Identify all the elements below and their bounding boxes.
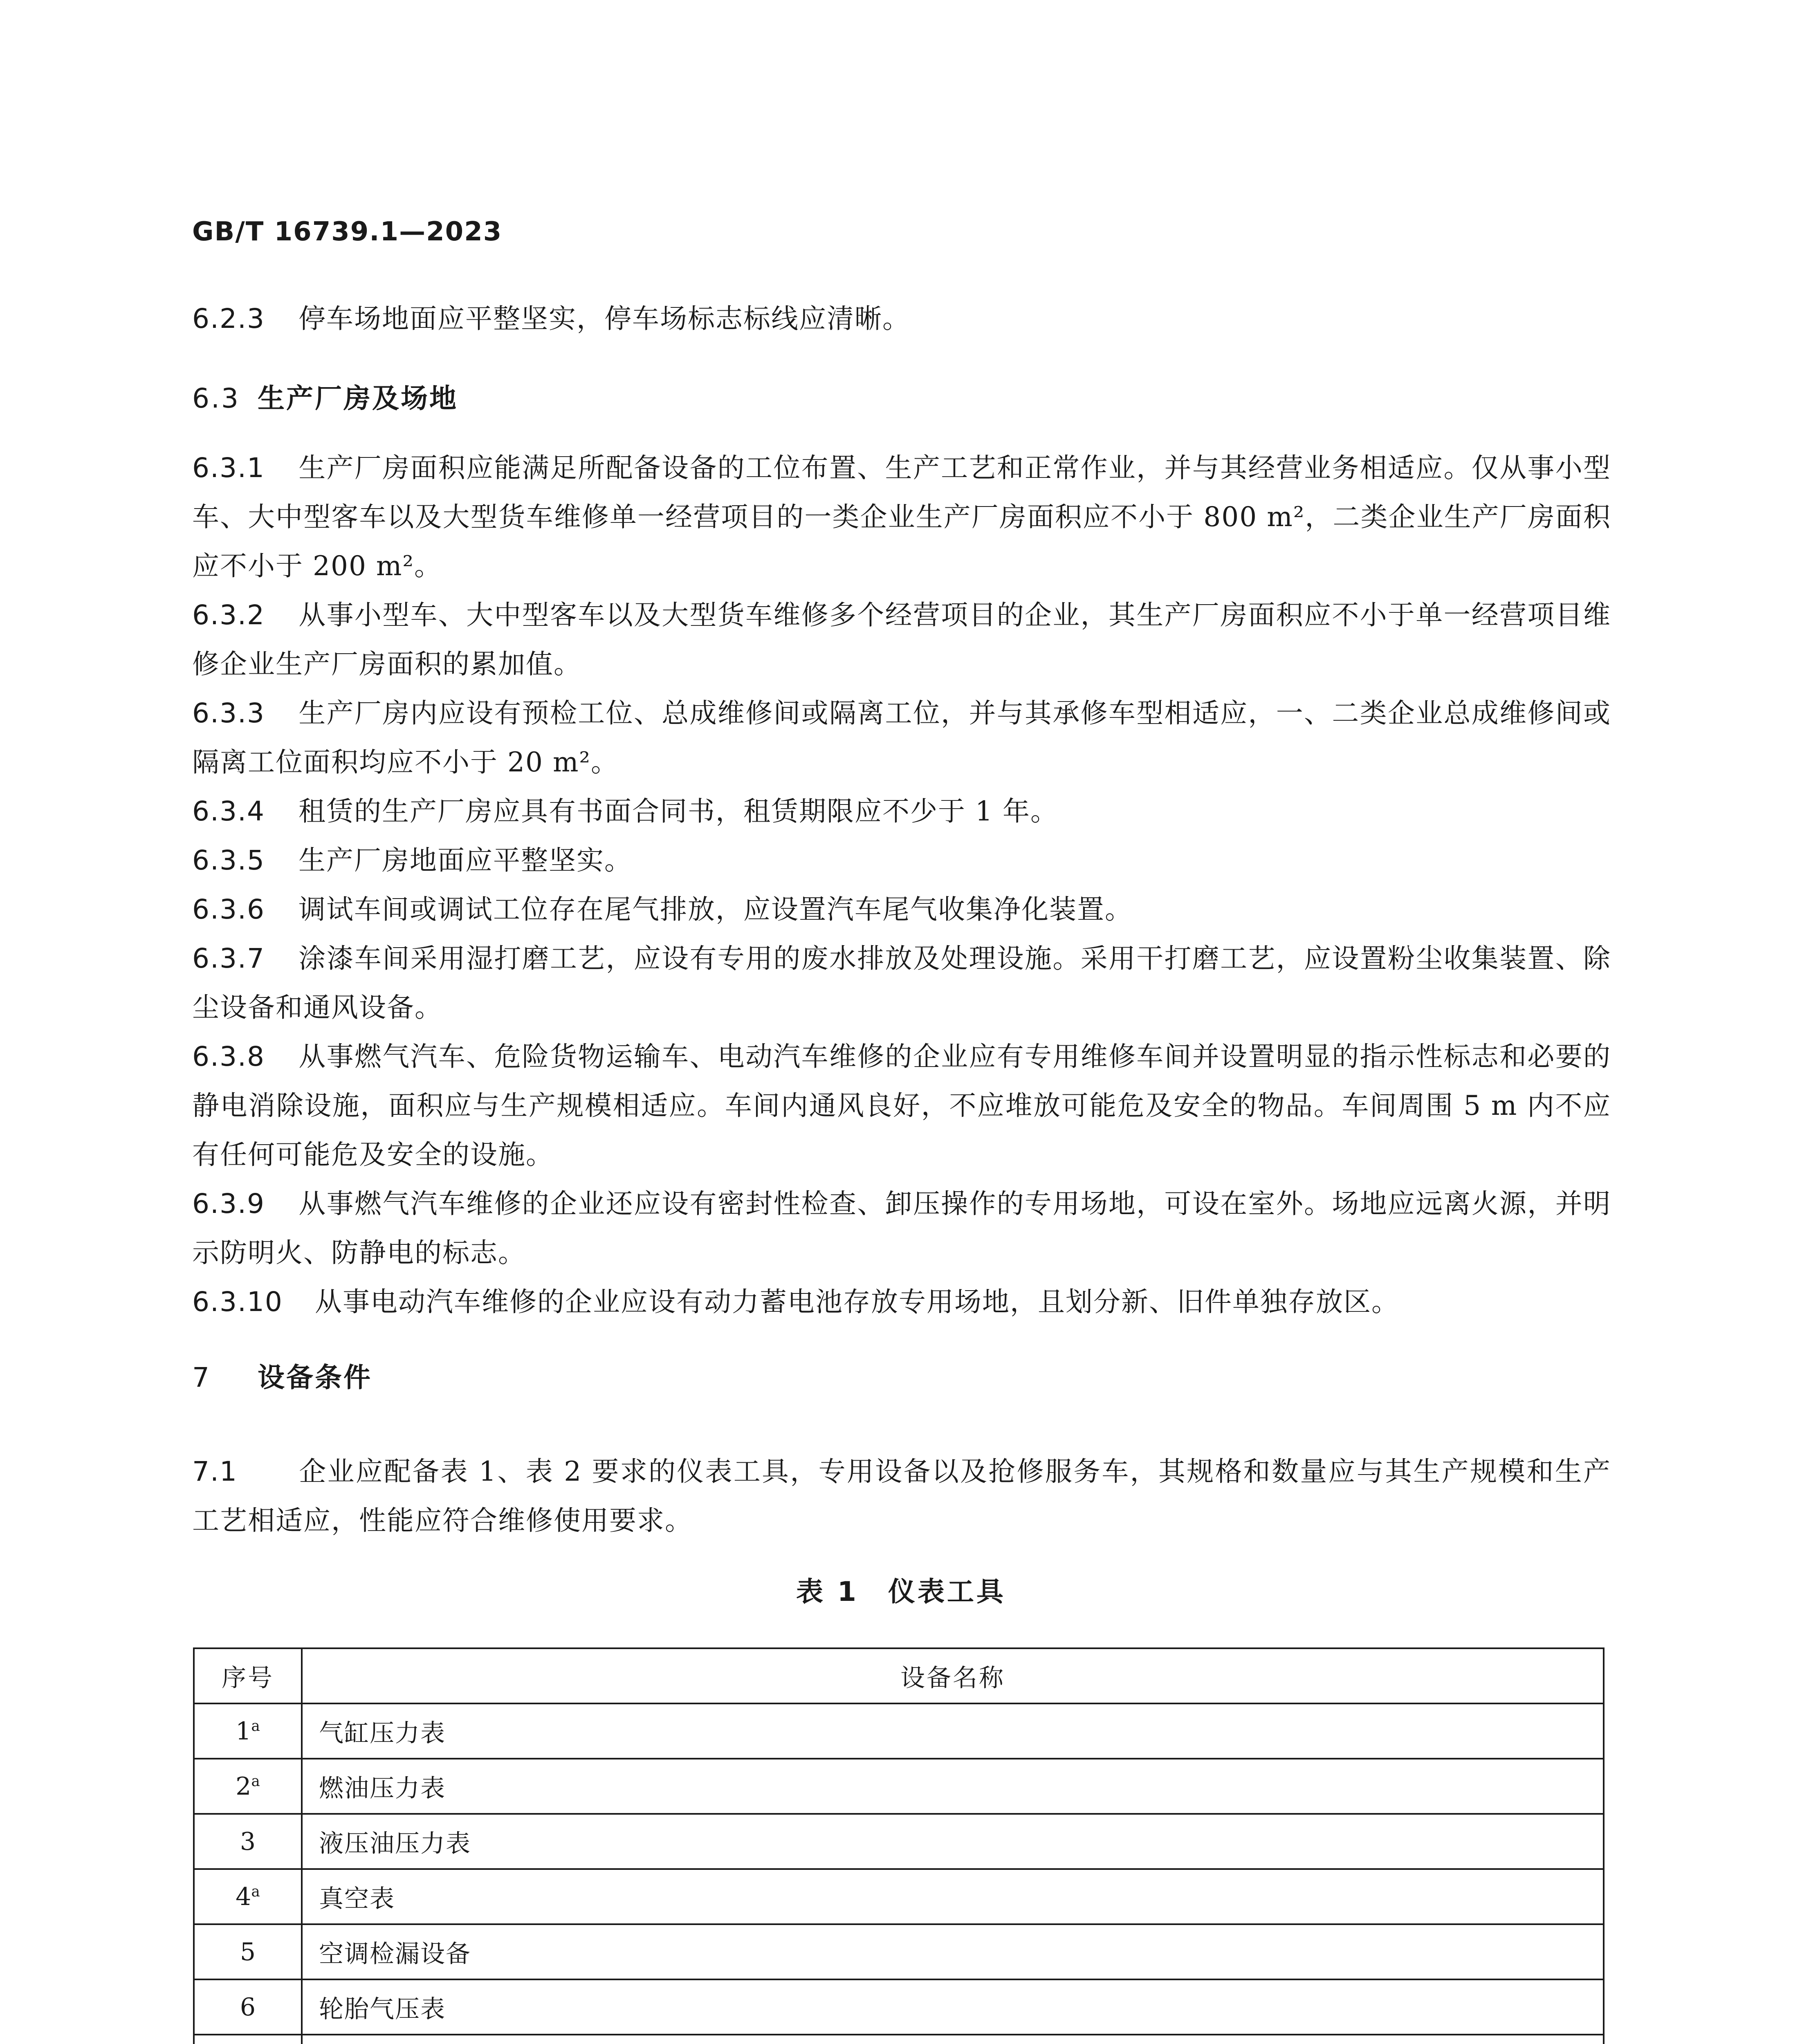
table-row: [194, 2035, 1604, 2044]
clause-number: 6.3.7: [192, 943, 265, 974]
device-name: [302, 2035, 1604, 2044]
device-name: 空调检漏设备: [302, 1924, 1604, 1979]
clause-6-3-3: [192, 689, 1611, 787]
footnote-mark: a: [251, 1717, 260, 1735]
row-number: 5: [194, 1924, 302, 1979]
clause-6-3-1: [192, 444, 1611, 591]
section-title: 生产厂房及场地: [258, 383, 458, 414]
section-heading-7: [192, 1353, 1611, 1402]
clause-number: 6.3.10: [192, 1286, 283, 1318]
row-number: 6: [194, 1979, 302, 2035]
clause-6-3-5: [192, 836, 1611, 885]
clauses-6-3: [192, 444, 1611, 1327]
clause-number: 6.3.1: [192, 452, 265, 484]
clause-number: 6.3.4: [192, 796, 265, 827]
clause-number: 6.3.3: [192, 697, 265, 729]
table-title: 表 1 仪表工具: [796, 1576, 1006, 1607]
clause-text: 从事小型车、大中型客车以及大型货车维修多个经营项目的企业，其生产厂房面积应不小于单一经营项目维修企业生产厂房面积的累加值。: [192, 599, 1611, 680]
clause-6-3-8: [192, 1032, 1611, 1179]
clause-6-3-7: [192, 934, 1611, 1032]
clause-number: 6.3.9: [192, 1188, 265, 1219]
standard-code: GB/T 16739.1—2023: [192, 217, 503, 247]
section-heading-6-3: [192, 374, 1611, 423]
clause-text: 企业应配备表 1、表 2 要求的仪表工具，专用设备以及抢修服务车，其规格和数量应与其生产规模和生产工艺相适应，性能应符合维修使用要求。: [192, 1456, 1611, 1536]
clause-text: 生产厂房面积应能满足所配备设备的工位布置、生产工艺和正常作业，并与其经营业务相适应。仅从事小型车、大中型客车以及大型货车维修单一经营项目的一类企业生产厂房面积应不小于 800 m²，二类企业生产厂房面积应不小于 200 m²。: [192, 452, 1611, 582]
clause-text: 从事燃气汽车、危险货物运输车、电动汽车维修的企业应有专用维修车间并设置明显的指示性标志和必要的静电消除设施，面积应与生产规模相适应。车间内通风良好，不应堆放可能危及安全的物品。车间周围 5 m 内不应有任何可能危及安全的设施。: [192, 1041, 1611, 1170]
clause-6-3-4: [192, 787, 1611, 836]
clause-number: 7.1: [192, 1456, 238, 1487]
clause-7-1: [192, 1447, 1611, 1545]
instrument-tools-table: [193, 1647, 1605, 2044]
column-header-no: 序号: [194, 1648, 302, 1703]
clause-text: 调试车间或调试工位存在尾气排放，应设置汽车尾气收集净化装置。: [298, 894, 1133, 925]
clause-6-3-6: [192, 885, 1611, 934]
section-title: 设备条件: [258, 1362, 372, 1393]
table-row: [194, 1814, 1604, 1869]
clause-6-3-2: [192, 591, 1611, 689]
table-row: [194, 1924, 1604, 1979]
clause-number: 6.3.6: [192, 894, 265, 925]
device-name: 燃油压力表: [302, 1759, 1604, 1814]
footnote-mark: a: [251, 1883, 260, 1900]
device-name: 液压油压力表: [302, 1814, 1604, 1869]
clause-text: 租赁的生产厂房应具有书面合同书，租赁期限应不少于 1 年。: [298, 796, 1058, 827]
row-number: 1$^a$: [194, 1703, 302, 1759]
table-row: [194, 1703, 1604, 1759]
clause-number: 6.3.8: [192, 1041, 265, 1072]
clause-6-2-3: [192, 294, 1611, 343]
row-number: 4$^a$: [194, 1869, 302, 1924]
section-number: 6.3: [192, 383, 240, 414]
device-name: 气缸压力表: [302, 1703, 1604, 1759]
clause-text: 停车场地面应平整坚实，停车场标志标线应清晰。: [298, 303, 910, 334]
table-header-row: [194, 1648, 1604, 1703]
clause-6-3-9: [192, 1179, 1611, 1278]
section-number: 7: [192, 1362, 211, 1393]
device-name: 轮胎气压表: [302, 1979, 1604, 2035]
clause-number: 6.2.3: [192, 303, 265, 334]
column-header-name: 设备名称: [302, 1648, 1604, 1703]
device-name: 真空表: [302, 1869, 1604, 1924]
row-number: 2$^a$: [194, 1759, 302, 1814]
clause-number: 6.3.5: [192, 845, 265, 876]
footnote-mark: a: [251, 1773, 260, 1790]
clause-6-3-10: [192, 1278, 1611, 1327]
row-number: 3: [194, 1814, 302, 1869]
row-number: [194, 2035, 302, 2044]
clause-number: 6.3.2: [192, 599, 265, 631]
table-row: [194, 1759, 1604, 1814]
clause-text: 涂漆车间采用湿打磨工艺，应设有专用的废水排放及处理设施。采用干打磨工艺，应设置粉尘收集装置、除尘设备和通风设备。: [192, 943, 1611, 1023]
clause-text: 从事燃气汽车维修的企业还应设有密封性检查、卸压操作的专用场地，可设在室外。场地应远离火源，并明示防明火、防静电的标志。: [192, 1188, 1611, 1269]
table-row: [194, 1869, 1604, 1924]
clause-text: 从事电动汽车维修的企业应设有动力蓄电池存放专用场地，且划分新、旧件单独存放区。: [315, 1286, 1399, 1318]
clause-text: 生产厂房内应设有预检工位、总成维修间或隔离工位，并与其承修车型相适应，一、二类企业总成维修间或隔离工位面积均应不小于 20 m²。: [192, 697, 1611, 778]
table-row: [194, 1979, 1604, 2035]
clause-text: 生产厂房地面应平整坚实。: [298, 845, 632, 876]
